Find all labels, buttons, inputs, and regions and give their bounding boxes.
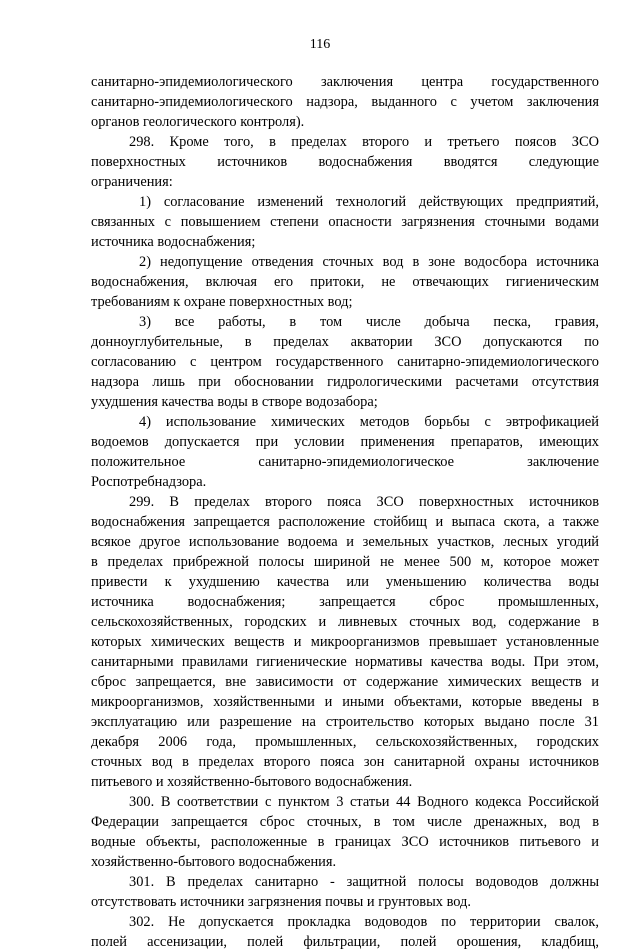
text-line: донноуглубительные, в пределах акватории ЗСО допускаются по	[91, 334, 599, 350]
text-line: поверхностных источников водоснабжения вводятся следующие	[91, 154, 599, 170]
text-line: сточных вод в пределах второго пояса зон санитарной охраны источников	[91, 754, 599, 770]
text-line: 1) согласование изменений технологий действующих предприятий,	[139, 194, 599, 210]
text-line: 298. Кроме того, в пределах второго и третьего поясов ЗСО	[129, 134, 599, 150]
text-line: 299. В пределах второго пояса ЗСО поверхностных источников	[129, 494, 599, 510]
text-line: 301. В пределах санитарно - защитной полосы водоводов должны	[129, 874, 599, 890]
text-line: санитарными правилами гигиенические нормативы качества воды. При этом,	[91, 654, 599, 670]
text-line: декабря 2006 года, промышленных, сельскохозяйственных, городских	[91, 734, 599, 750]
text-line: источника водоснабжения; запрещается сброс промышленных,	[91, 594, 599, 610]
text-line: требованиям к охране поверхностных вод;	[91, 294, 353, 310]
text-line: Роспотребнадзора.	[91, 474, 207, 490]
text-line: ограничения:	[91, 174, 173, 190]
text-line: привести к ухудшению качества или уменьшению количества воды	[91, 574, 599, 590]
text-line: которых химических веществ и микроорганизмов превышает установленные	[91, 634, 599, 650]
text-line: 2) недопущение отведения сточных вод в зоне водосбора источника	[139, 254, 599, 270]
text-line: органов геологического контроля).	[91, 114, 305, 130]
text-line: водоснабжения, включая его притоки, не отвечающих гигиеническим	[91, 274, 599, 290]
text-line: водные объекты, расположенные в границах ЗСО источников питьевого и	[91, 834, 599, 850]
text-line: водоснабжения запрещается расположение стойбищ и выпаса скота, а также	[91, 514, 599, 530]
text-line: надзора лишь при обосновании гидрологическими расчетами отсутствия	[91, 374, 599, 390]
text-line: сброс запрещается, вне зависимости от содержание химических веществ и	[91, 674, 599, 690]
text-line: эксплуатацию или разрешение на строительство которых выдано после 31	[91, 714, 599, 730]
text-line: хозяйственно-бытового водоснабжения.	[91, 854, 337, 870]
body-text	[91, 72, 599, 952]
text-line: 4) использование химических методов борьбы с эвтрофикацией	[139, 414, 599, 430]
text-line: санитарно-эпидемиологического заключения центра государственного	[91, 74, 599, 90]
text-line: сельскохозяйственных, городских и ливневых сточных вод, содержание в	[91, 614, 599, 630]
text-line: отсутствовать источники загрязнения почвы и грунтовых вод.	[91, 894, 471, 910]
text-line: питьевого и хозяйственно-бытового водоснабжения.	[91, 774, 413, 790]
text-line: водоемов допускается при условии применения препаратов, имеющих	[91, 434, 599, 450]
text-line: согласованию с центром государственного санитарно-эпидемиологического	[91, 354, 599, 370]
page-number: 116	[309, 37, 331, 52]
text-line: Федерации запрещается сброс сточных, в том числе дренажных, вод в	[91, 814, 599, 830]
text-line: 300. В соответствии с пунктом 3 статьи 44 Водного кодекса Российской	[129, 794, 599, 810]
text-line: 302. Не допускается прокладка водоводов по территории свалок,	[129, 914, 599, 930]
text-line: связанных с повышением степени опасности загрязнения сточными водами	[91, 214, 599, 230]
text-line: 3) все работы, в том числе добыча песка, гравия,	[139, 314, 599, 330]
text-line: всякое другое использование водоема и земельных участков, лесных угодий	[91, 534, 599, 550]
text-line: ухудшения качества воды в створе водозабора;	[91, 394, 378, 410]
text-line: санитарно-эпидемиологического надзора, выданного с учетом заключения	[91, 94, 599, 110]
text-line: положительное санитарно-эпидемиологическое заключение	[91, 454, 599, 470]
text-line: полей ассенизации, полей фильтрации, полей орошения, кладбищ,	[91, 934, 599, 950]
text-line: в пределах прибрежной полосы шириной не менее 500 м, которое может	[91, 554, 599, 570]
text-line: источника водоснабжения;	[91, 234, 256, 250]
text-line: микроорганизмов, хозяйственными и иными объектами, которые введены в	[91, 694, 599, 710]
